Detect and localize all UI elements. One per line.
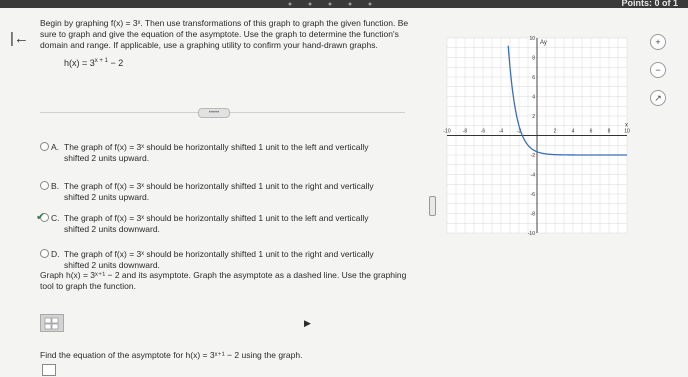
mouse-cursor-icon: ▶ xyxy=(304,318,311,328)
question-intro: Begin by graphing f(x) = 3ˣ. Then use transformations of this graph to graph the given function. Be sure to graph and give the equation of the asymptote. Use the graph to determine the function's domain and range. If applicable, use a graphing utility to confirm your hand-drawn graphs. xyxy=(40,18,409,50)
x-tick-label: 10 xyxy=(624,128,630,135)
asymptote-prompt: Find the equation of the asymptote for h(x) = 3ˣ⁺¹ − 2 using the graph. xyxy=(40,350,303,360)
graph-grid-icon xyxy=(41,315,63,331)
function-definition: $h(x) = 3^{x + 1} - 2$ xyxy=(64,58,124,68)
option-text: The graph of f(x) = 3ˣ should be horizontally shifted 1 unit to the left and vertically shifted 2 units downward. xyxy=(64,213,369,234)
y-tick-label: 8 xyxy=(532,55,535,62)
x-tick-label: -6 xyxy=(480,128,486,135)
option-text: The graph of f(x) = 3ˣ should be horizontally shifted 1 unit to the left and vertically shifted 2 units upward. xyxy=(64,142,369,163)
x-tick-label: 8 xyxy=(607,128,611,135)
graph-instruction: Graph h(x) = 3ˣ⁺¹ − 2 and its asymptote. Graph the asymptote as a dashed line. Use the graphing tool to graph the function. xyxy=(40,270,407,291)
option-letter: A. xyxy=(51,142,60,152)
y-tick-label: -6 xyxy=(530,192,535,198)
graph-tools xyxy=(650,34,666,118)
option-letter: D. xyxy=(51,249,60,259)
panel-scrollbar[interactable] xyxy=(429,196,436,216)
x-tick-label: 6 xyxy=(589,128,593,135)
y-tick-label: -4 xyxy=(530,172,535,179)
expand-more-button[interactable]: ••••• xyxy=(198,108,230,118)
coordinate-graph[interactable] xyxy=(437,30,637,240)
x-tick-label: -4 xyxy=(498,128,504,135)
x-axis-label: x xyxy=(625,122,628,129)
y-tick-label: -8 xyxy=(530,211,535,218)
x-tick-label: -10 xyxy=(443,128,451,135)
checkmark-icon: ✔ xyxy=(36,211,46,223)
option-text: The graph of f(x) = 3ˣ should be horizontally shifted 1 unit to the right and vertically shifted 2 units downward. xyxy=(64,249,374,270)
progress-dots xyxy=(270,0,390,8)
y-tick-label: 2 xyxy=(532,114,535,120)
back-arrow-icon[interactable]: |← xyxy=(10,30,29,47)
zoom-out-icon[interactable]: − xyxy=(650,62,666,78)
y-axis-label: Ay xyxy=(540,40,547,46)
y-tick-label: -2 xyxy=(530,153,535,159)
external-link-icon[interactable]: ↗ xyxy=(650,90,666,106)
zoom-in-icon[interactable]: + xyxy=(650,34,666,50)
x-tick-label: 2 xyxy=(553,128,557,135)
y-tick-label: 6 xyxy=(532,75,535,81)
option-letter: B. xyxy=(51,181,60,191)
graphing-tool-button[interactable] xyxy=(40,314,64,332)
points-display: Points: 0 of 1 xyxy=(621,0,678,8)
x-tick-label: -2 xyxy=(516,128,522,135)
radio-d[interactable] xyxy=(40,249,49,258)
x-tick-label: 4 xyxy=(571,128,575,135)
y-tick-label: 4 xyxy=(532,94,535,101)
option-letter: C. xyxy=(51,213,60,223)
radio-a[interactable] xyxy=(40,142,49,151)
top-bar xyxy=(0,0,688,8)
option-text: The graph of f(x) = 3ˣ should be horizontally shifted 1 unit to the right and vertically shifted 2 units upward. xyxy=(64,181,374,202)
asymptote-answer-input[interactable] xyxy=(42,364,56,376)
y-tick-label: -10 xyxy=(527,231,535,237)
x-tick-label: -8 xyxy=(462,128,468,135)
radio-b[interactable] xyxy=(40,181,49,190)
y-tick-label: 10 xyxy=(529,36,535,42)
